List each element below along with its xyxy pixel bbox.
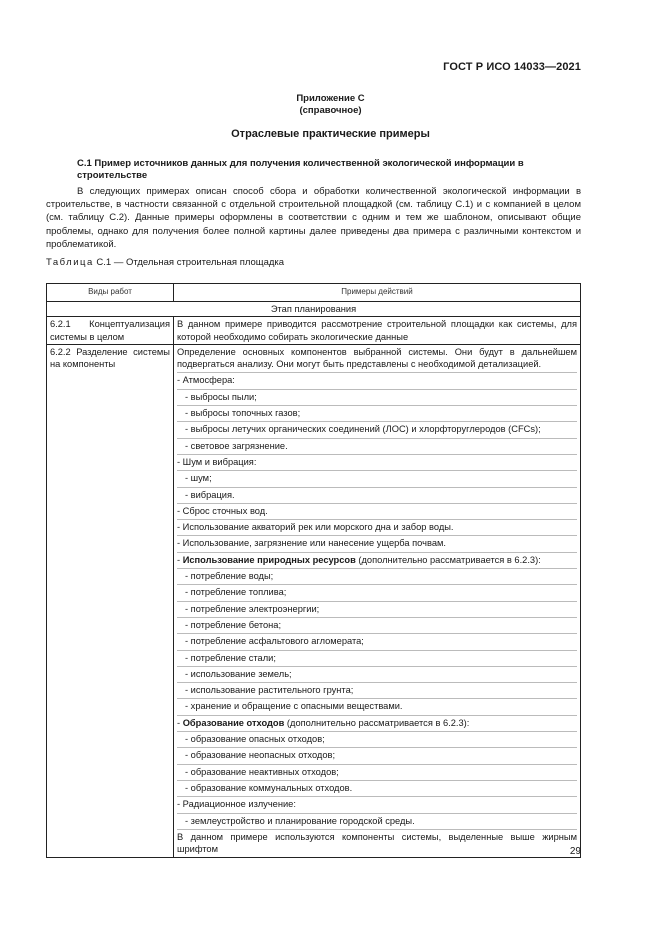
list-item: - Использование акваторий рек или морского дна и забор воды. xyxy=(177,520,577,536)
list-item: - световое загрязнение. xyxy=(177,439,577,455)
list-item: - Использование, загрязнение или нанесение ущерба почвам. xyxy=(177,536,577,552)
intro-paragraph: В следующих примерах описан способ сбора и обработки количественной экологической информации в строительстве, в частности связанной с отдельной строительной площадкой (см. таблицу С.1) и с компанией в целом (см. таблицу С.2). Данные примеры оформлены в соответствии с одним и тем же шаблоном, описывают общие проблемы, однако для получения более полной картины далее приведены два примера с различными контекстом и проблематикой. xyxy=(46,186,581,250)
list-item: - выбросы летучих органических соединений (ЛОС) и хлорфторуглеродов (CFCs); xyxy=(177,422,577,438)
list-item: - образование опасных отходов; xyxy=(177,732,577,748)
list-item: - образование неопасных отходов; xyxy=(177,748,577,764)
resources-rest: (дополнительно рассматривается в 6.2.3): xyxy=(355,554,541,565)
list-item: - потребление топлива; xyxy=(177,585,577,601)
air-title: - Атмосфера: xyxy=(177,373,577,389)
list-item: - хранение и обращение с опасными веществами. xyxy=(177,699,577,715)
annex-type: (справочное) xyxy=(299,105,362,116)
resources-bold: Использование природных ресурсов xyxy=(182,554,356,565)
subsection-title: С.1 Пример источников данных для получения количественной экологической информации в строительстве xyxy=(77,158,524,181)
annex-name: Приложение С xyxy=(296,93,365,104)
table-caption-text: С.1 — Отдельная строительная площадка xyxy=(96,257,285,268)
table-header-row xyxy=(47,284,581,302)
list-item: - вибрация. xyxy=(177,488,577,504)
row2-content xyxy=(174,344,581,858)
row2-closing: В данном примере используются компоненты системы, выделенные выше жирным шрифтом xyxy=(177,831,577,855)
waste-rest: (дополнительно рассматривается в 6.2.3): xyxy=(284,717,470,728)
list-item: - шум; xyxy=(177,471,577,487)
page-number: 29 xyxy=(569,846,581,857)
section-title: Отраслевые практические примеры xyxy=(231,128,430,140)
list-item: - выбросы пыли; xyxy=(177,390,577,406)
list-item: - использование растительного грунта; xyxy=(177,683,577,699)
row1-text: В данном примере приводится рассмотрение строительной площадки как системы, для которой необходимо собирать экологические данные xyxy=(174,317,581,345)
row2-intro: Определение основных компонентов выбранной системы. Они будут в дальнейшем подвергаться анализу. Они могут быть представлены с необходимой детализацией. xyxy=(177,345,577,374)
list-item: - потребление воды; xyxy=(177,569,577,585)
table-row xyxy=(47,344,581,858)
actions-table xyxy=(46,283,581,858)
table-caption xyxy=(46,257,284,268)
standard-header: ГОСТ Р ИСО 14033—2021 xyxy=(443,61,581,73)
waste-prefix: - xyxy=(177,717,183,728)
list-item: - потребление электроэнергии; xyxy=(177,602,577,618)
list-item: - Сброс сточных вод. xyxy=(177,504,577,520)
list-item: - потребление бетона; xyxy=(177,618,577,634)
row1-title: 6.2.1 Концептуализация системы в целом xyxy=(47,317,174,345)
list-item: - землеустройство и планирование городской среды. xyxy=(177,814,577,830)
resources-prefix: - xyxy=(177,554,183,565)
table-caption-label: Таблица xyxy=(46,257,94,268)
annex-title xyxy=(0,93,661,117)
row2-title: 6.2.2 Разделение системы на компоненты xyxy=(47,344,174,858)
stage-row xyxy=(47,302,581,317)
table-row xyxy=(47,317,581,345)
noise-title: - Шум и вибрация: xyxy=(177,455,577,471)
list-item: - потребление асфальтового агломерата; xyxy=(177,634,577,650)
list-item: - использование земель; xyxy=(177,667,577,683)
list-item: - образование неактивных отходов; xyxy=(177,765,577,781)
resources-title xyxy=(177,553,577,569)
waste-bold: Образование отходов xyxy=(182,717,285,728)
waste-title xyxy=(177,716,577,732)
header-works: Виды работ xyxy=(47,284,174,302)
list-item: - потребление стали; xyxy=(177,651,577,667)
list-item: - выбросы топочных газов; xyxy=(177,406,577,422)
list-item: - образование коммунальных отходов. xyxy=(177,781,577,797)
header-actions: Примеры действий xyxy=(174,284,581,302)
stage-cell: Этап планирования xyxy=(47,302,581,317)
radiation-title: - Радиационное излучение: xyxy=(177,797,577,813)
